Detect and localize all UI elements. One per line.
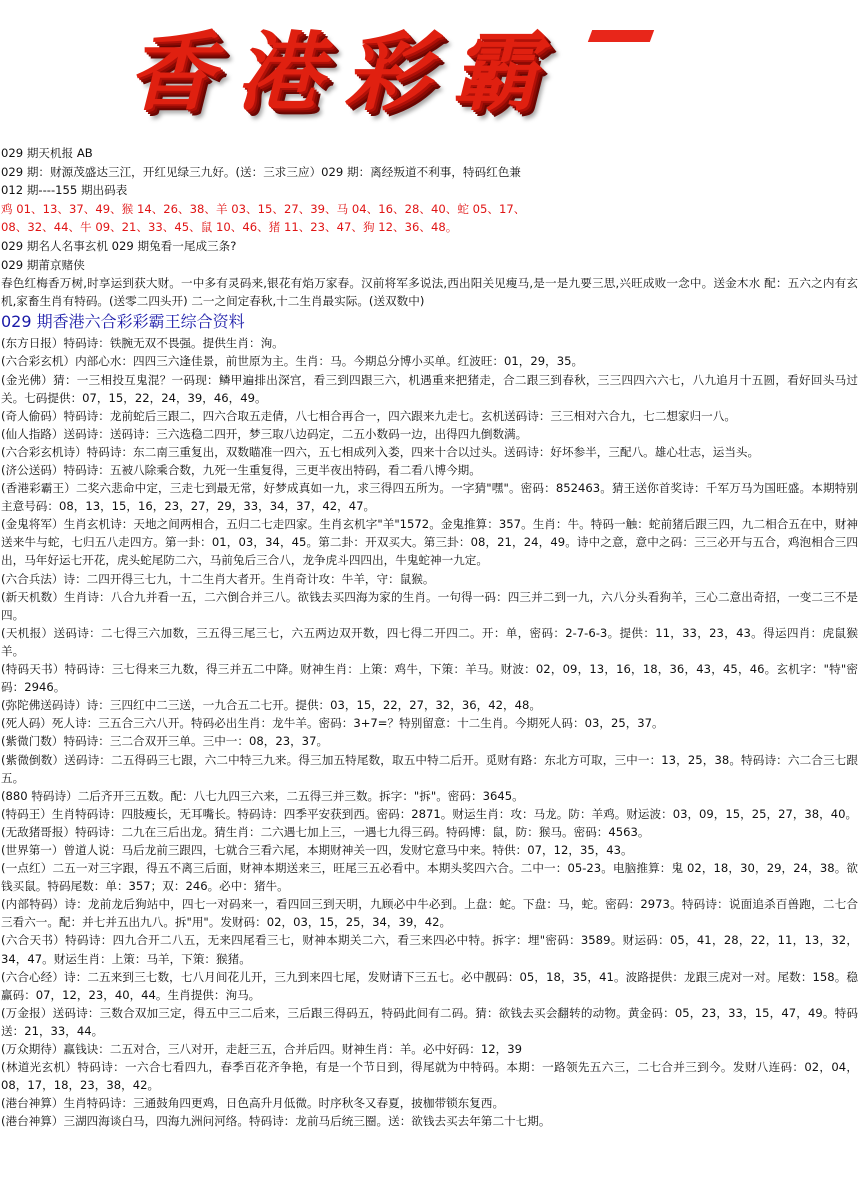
intro-paragraph: 春色红梅香万树,时享运到获大财。一中多有灵码来,银花有焰万家春。汉前将军多说法,西出阳关见瘦马,是一是九要三思,兴旺成败一念中。送金木水 配：五六之内有玄机,家畜生肖有特码。(送零二四头开) 二一之间定春秋,十二生肖最实际。(送双数中) bbox=[1, 276, 858, 309]
entry-item: (特码天书）特码诗：三七得来三九数，得三并五二中降。财神生肖：上策：鸡牛，下策：羊马。财波：02，09，13，16，18，36，43，45，46。玄机字："特"密码：2946。 bbox=[1, 662, 858, 695]
header-line: 08、32、44、牛 09、21、33、45、鼠 10、46、猪 11、23、47、狗 12、36、48。 bbox=[1, 220, 458, 235]
banner bbox=[0, 0, 863, 148]
header-line: 029 期天机报 AB bbox=[1, 146, 93, 160]
header-line: 029 期：财源茂盛达三江，开红见绿三九好。(送：三求三应）029 期：离经叛道不利事，特码红色兼 bbox=[1, 164, 521, 179]
entry-item: (一点红）二五一对三字跟，得五不离三后面，财神本期送来三，旺尾三五必看中。本期头奖四六合。二中一：05-23。电脑推算：鬼 02，18，30，29，24，38。欲钱买鼠。特码尾数：单：357；双：246。必中：猪牛。 bbox=[1, 861, 858, 894]
entry-item: (奇人偷码）特码诗：龙前蛇后三跟二，四六合取五走倩，八七相合再合一，四六跟来九走七。玄机送码诗：三三相对六合九，七二想家归一八。 bbox=[1, 408, 736, 423]
header-line: 012 期----155 期出码表 bbox=[1, 183, 128, 198]
entry-item: (死人码）死人诗：三五合三六八开。特码必出生肖：龙牛羊。密码：3+7=？特别留意：十二生肖。今期死人码：03，25，37。 bbox=[1, 716, 664, 731]
entry-item: (紫微倒数）送码诗：二五得码三七跟，六二中特三九来。得三加五特尾数，取五中特二后开。觅财有路：东北方可取，三中一：13，25，38。特码诗：六二合三七跟五。 bbox=[1, 752, 858, 785]
entry-item: (六合心经）诗：二五来到三七数，七八月间花儿开，三九到来四七尾，发财请下三五七。必中靓码：05，18，35，41。波路提供：龙跟三虎对一对。尾数：158。稳赢码：07，12，23，40，44。生肖提供：洵马。 bbox=[1, 969, 858, 1002]
entry-item: (弥陀佛送码诗）诗：三四红中二三送，一九合五二七开。提供：03，15，22，27，32，36，42，48。 bbox=[1, 698, 541, 713]
entry-item: (林道光玄机）特码诗：一六合七看四九，春季百花齐争艳，有是一个节日到，得尾就为中特码。本期：一路领先五六三，二七合并三到今。发财八连码：02，04，08，17，18，23，38，42。 bbox=[1, 1060, 858, 1093]
entry-item: (万众期待）赢钱诀：二五对合，三八对开，走赶三五，合并后四。财神生肖：羊。必中好码：12，39 bbox=[1, 1042, 522, 1056]
entry-item: (金鬼将军）生肖玄机诗：天地之间两相合，五归二七走四家。生肖玄机字"羊"1572。金鬼推算：357。生肖：牛。特码一触：蛇前猪后跟三四，九二相合五在中，财神送来牛与蛇，七归五八走四方。第一卦：01，03，34，45。第二卦：开双买大。第三卦：08，21，24，49。诗中之意，意中之码：三三必开与五合，鸡泡相合三四出，马年好运七开花，虎头蛇尾防二六，马前兔后三合八，龙争虎斗四四出，牛鬼蛇神一九定。 bbox=[1, 517, 858, 568]
entry-item: (港台神算）生肖特码诗：三通鼓角四更鸡，日色高升月低微。时序秋冬又春夏，披枷带锁东复西。 bbox=[1, 1096, 505, 1111]
entry-item: (新天机数）生肖诗：八合九并看一五，二六倒合并三八。欲钱去买四海为家的生肖。一句得一码：四三并二到一九，六八分头看狗羊，三心二意出奇招，一变二三不是四。 bbox=[1, 589, 858, 622]
entries-list bbox=[0, 334, 858, 1130]
entry-item: (港台神算）三湖四海谈白马，四海九洲问河络。特码诗：龙前马后统三圈。送：欲钱去买去年第二十七期。 bbox=[1, 1114, 551, 1129]
entry-item: (万金报）送码诗：三数合双加三定，得五中三二后来，三后跟三得码五，特码此间有二码。猜：欲钱去买会翻转的动物。黄金码：05，23，33，15，47，49。特码送：21，33，44。 bbox=[1, 1005, 858, 1038]
entry-item: (880 特码诗）二后齐开三五数。配：八七九四三六来，二五得三并三数。拆字："拆"。密码：3645。 bbox=[1, 788, 524, 803]
entry-item: (六合天书）特码诗：四九合开二八五，无来四尾看三七，财神本期关二六，看三来四必中特。拆字：埋"密码：3589。财运码：05，41，28，22，11，13，32，34，47。财运生肖：上策：马羊，下策：猴猪。 bbox=[1, 933, 858, 966]
banner-decoration bbox=[588, 30, 654, 42]
document-body bbox=[0, 144, 858, 1130]
header-lines bbox=[0, 144, 858, 274]
entry-item: (六合彩玄机）内部心水：四四三六逢佳景，前世原为主。生肖：马。今期总分博小买单。红波旺：01，29，35。 bbox=[1, 354, 584, 369]
entry-item: (香港彩霸王）二奖六悲命中定，三走七到最无常，好梦成真如一九，求三得四五所为。一字猜"嘿"。密码：852463。猜王送你首奖诗：千军万马为国旺盛。本期特别主意号码：08，13，15，16，23，27，29，33，34，37，42，47。 bbox=[1, 481, 858, 514]
section-title: 029 期香港六合彩彩霸王综合资料 bbox=[1, 312, 245, 332]
header-line: 029 期莆京赌侠 bbox=[1, 257, 85, 272]
entry-item: (内部特码）诗：龙前龙后狗站中，四七一对码来一，看四回三到天明，九顾必中牛必到。上盘：蛇。下盘：马，蛇。密码：2973。特码诗：说面追杀百兽跑，二七合三看六一。配：并七并五出九八。拆"用"。发财码：02，03，15，25，34，39，42。 bbox=[1, 897, 858, 930]
entry-item: (无敌猪哥报）特码诗：二九在三后出龙。猜生肖：二六遇七加上三，一遇七九得三码。特码博：鼠，防：猴马。密码：4563。 bbox=[1, 824, 650, 839]
entry-item: (东方日报）特码诗：铁腕无双不畏强。提供生肖：洵。 bbox=[1, 336, 284, 351]
entry-item: (六合兵法）诗：二四开得三七九，十二生肖大者开。生肖奇计攻：牛羊，守：鼠猴。 bbox=[1, 571, 435, 586]
entry-item: (济公送码）特码诗：五被八除乘合数，九死一生重复得，三更半夜出特码，看二看八博今期。 bbox=[1, 463, 481, 477]
entry-item: (紫微门数）特码诗：三二合双开三单。三中一：08，23，37。 bbox=[1, 734, 329, 749]
header-line: 029 期名人名事玄机 029 期兔看一尾成三条? bbox=[1, 238, 237, 253]
entry-item: (仙人指路）送码诗：送码诗：三六选稳二四开，梦三取八边码定，二五小数码一边，出得四九倒数满。 bbox=[1, 426, 528, 441]
header-line: 鸡 01、13、37、49、猴 14、26、38、羊 03、15、27、39、马 04、16、28、40、蛇 05、17、 bbox=[1, 201, 526, 216]
entry-item: (世界第一）曾道人说：马后龙前三跟四，七就合三看六尾，本期财神关一四，发财它意马中来。特供：07，12，35，43。 bbox=[1, 842, 633, 857]
entry-item: (特码王）生肖特码诗：四肢瘦长，无耳嘴长。特码诗：四季平安获到西。密码：2871。财运生肖：攻：马龙。防：羊鸡。财运波：03，09，15，25，27，38，40。 bbox=[1, 806, 858, 821]
entry-item: (天机报）送码诗：二七得三六加数，三五得三尾三七，六五两边双开数，四七得二开四二。开：单，密码：2-7-6-3。提供：11，33，23，43。得运四肖：虎鼠猴羊。 bbox=[1, 625, 858, 658]
banner-title: 香港彩霸 bbox=[128, 22, 560, 123]
entry-item: (金光佛）猜：一三相投互鬼混？一码现：鳞甲遍排出深宫，看三到四跟三六，机遇重来把猪走，合二跟三到春秋，三三四四六六七，八九追月十五圆，看好回头马过关。七码提供：07，15，22，24，39，46，49。 bbox=[1, 372, 858, 405]
entry-item: (六合彩玄机诗）特码诗：东二南三重复出，双数瞄准一四六，五七相成列入娄，四来十合以过头。送码诗：好坏参半，三配八。雄心壮志，运当头。 bbox=[1, 444, 760, 459]
